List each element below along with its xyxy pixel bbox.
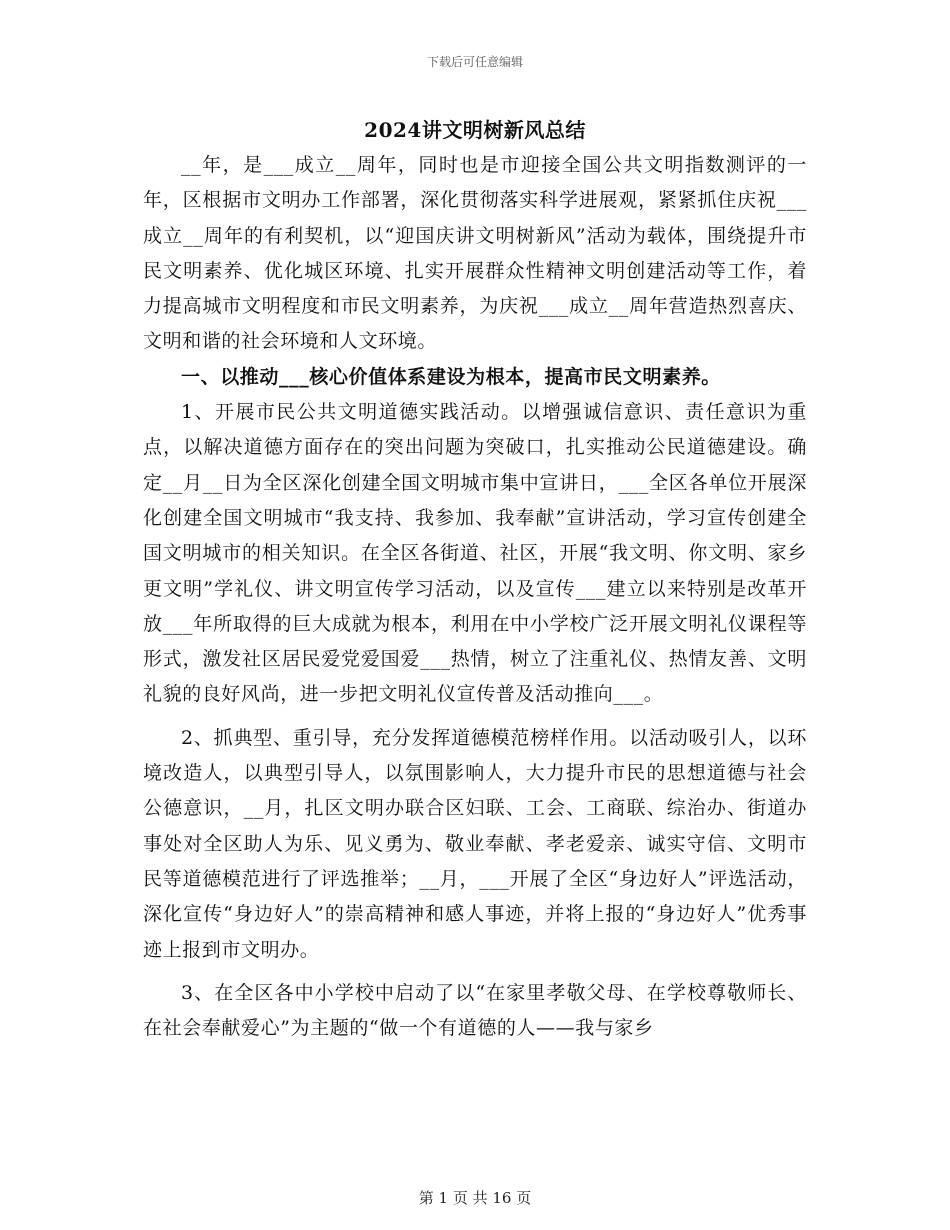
paragraph-item-1: 1、开展市民公共文明道德实践活动。以增强诚信意识、责任意识为重点，以解决道德方面存在的突出问题为突破口，扎实推动公民道德建设。确定__月__日为全区深化创建全国文明城市集中宣讲日，___全区各单位开展深化创建全国文明城市“我支持、我参加、我奉献”宣讲活动，学习宣传创建全国文明城市的相关知识。在全区各街道、社区，开展“我文明、你文明、家乡更文明”学礼仪、讲文明宣传学习活动，以及宣传___建立以来特别是改革开放___年所取得的巨大成就为根本，利用在中小学校广泛开展文明礼仪课程等形式，激发社区居民爱党爱国爱___热情，树立了注重礼仪、热情友善、文明礼貌的良好风尚，进一步把文明礼仪宣传普及活动推向___。 — [143, 401, 807, 706]
document-body — [143, 148, 807, 1046]
section-heading-1: 一、以推动___核心价值体系建设为根本，提高市民文明素养。 — [181, 365, 721, 388]
paragraph-item-3: 3、在全区各中小学校中启动了以“在家里孝敬父母、在学校尊敬师长、在社会奉献爱心”为主题的“做一个有道德的人——我与家乡 — [143, 981, 807, 1040]
header-note: 下载后可任意编辑 — [426, 55, 523, 69]
paragraph-intro: __年，是___成立__周年，同时也是市迎接全国公共文明指数测评的一年，区根据市文明办工作部署，深化贯彻落实科学进展观，紧紧抓住庆祝___成立__周年的有利契机，以“迎国庆讲文明树新风”活动为载体，围绕提升市民文明素养、优化城区环境、扎实开展群众性精神文明创建活动等工作，着力提高城市文明程度和市民文明素养，为庆祝___成立__周年营造热烈喜庆、文明和谐的社会环境和人文环境。 — [143, 154, 807, 353]
page-number: 第 1 页 共 16 页 — [418, 1189, 532, 1207]
paragraph-item-2: 2、抓典型、重引导，充分发挥道德模范榜样作用。以活动吸引人，以环境改造人，以典型引导人，以氛围影响人，大力提升市民的思想道德与社会公德意识，__月，扎区文明办联合区妇联、工会、工商联、综治办、街道办事处对全区助人为乐、见义勇为、敬业奉献、孝老爱亲、诚实守信、文明市民等道德模范进行了评选推举；__月，___开展了全区“身边好人”评选活动，深化宣传“身边好人”的崇高精神和感人事迹，并将上报的“身边好人”优秀事迹上报到市文明办。 — [143, 726, 807, 961]
document-title: 2024讲文明树新风总结 — [364, 118, 586, 142]
